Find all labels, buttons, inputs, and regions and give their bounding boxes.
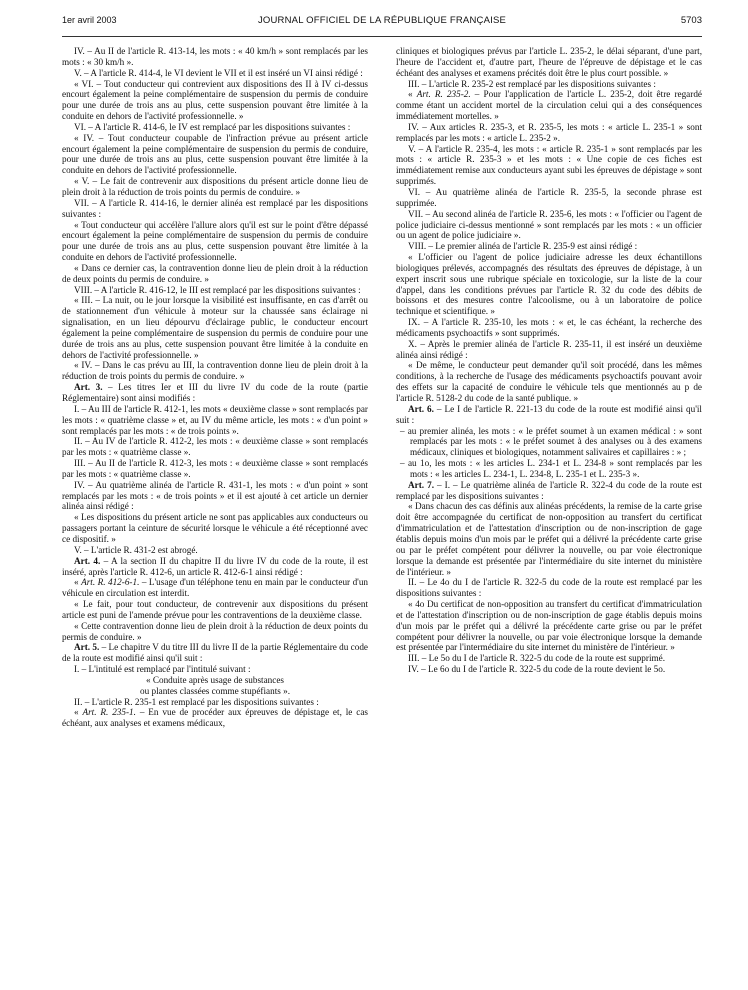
paragraph — [396, 241, 702, 252]
paragraph — [396, 501, 702, 577]
page-header — [62, 6, 702, 26]
paragraph-text: – A la section II du chapitre II du livre IV du code de la route, il est inséré, après l'article R. 412-6, un article R. 412-6-1 ainsi rédigé : — [62, 555, 368, 577]
paragraph — [62, 675, 368, 686]
header-rule — [62, 36, 702, 37]
paragraph-text: « L'officier ou l'agent de police judiciaire adresse les deux échantillons biologiques prélevés, accompagnés des résultats des épreuves de dépistage, à un expert inscrit sous une rubrique spéciale en toxicologie, sur la liste de la cour d'appel, dans les conditions prévues par l'article R. 32 du code des débits de boissons et des mesures contre l'alcoolisme, ou à un laboratoire de police technique et scientifique. » — [396, 252, 702, 317]
paragraph-text: VI. – Au quatrième alinéa de l'article R. 235-5, la seconde phrase est supprimée. — [396, 186, 702, 208]
paragraph-text: « Tout conducteur qui accélère l'allure alors qu'il est sur le point d'être dépassé encourt également la peine complémentaire de suspension du permis de conduire pour une durée de trois ans au plus, cette suspension pouvant être limitée à la conduite en dehors de l'activité professionnelle. — [62, 219, 368, 263]
paragraph — [396, 653, 702, 664]
paragraph-text: « Les dispositions du présent article ne sont pas applicables aux conducteurs ou passagers portant la ceinture de sécurité lorsque le véhicule a été réceptionné avec ce dispositif. » — [62, 512, 368, 544]
paragraph-text: « Dans ce dernier cas, la contravention donne lieu de plein droit à la réduction de deux points du permis de conduire. » — [62, 262, 368, 284]
paragraph — [62, 79, 368, 122]
paragraph-text: – En vue de procéder aux épreuves de dépistage et, le cas échéant, aux analyses et examens médicaux, — [62, 707, 368, 729]
article-number: Art. 5. — [74, 642, 100, 653]
paragraph — [62, 133, 368, 176]
paragraph — [62, 404, 368, 437]
paragraph-text: VII. – Au second alinéa de l'article R. 235-6, les mots : « l'officier ou l'agent de police judiciaire ci-dessus mentionné » sont remplacés par les mots : « un officier ou un agent de police judiciaire ». — [396, 208, 702, 241]
paragraph — [62, 122, 368, 133]
paragraph-text: III. – Au II de l'article R. 412-3, les mots : « deuxième classe » sont remplacés par les mots : « quatrième classe ». — [62, 458, 368, 479]
paragraph — [396, 122, 702, 144]
paragraph-text: « III. – La nuit, ou le jour lorsque la visibilité est insuffisante, en cas d'arrêt ou de stationnement d'un véhicule à moteur sur la chaussée sans éclairage ni signalisation, en un lieu dépourvu d'éclairage public, le conducteur encourt également la peine complémentaire de suspension du permis de conduire pour une durée de trois ans au plus, cette suspension pouvant être limitée à la conduite en dehors de l'activité professionnelle. » — [62, 295, 368, 360]
paragraph — [62, 621, 368, 643]
paragraph-text: – Pour l'application de l'article L. 235-2, doit être regardé comme étant un accident mortel de la circulation celui qui a des conséquences immédiatement mortelles. » — [396, 89, 702, 122]
paragraph — [396, 317, 702, 339]
paragraph — [62, 436, 368, 458]
paragraph — [62, 458, 368, 480]
paragraph — [62, 707, 368, 729]
paragraph-text: X. – Après le premier alinéa de l'article R. 235-11, il est inséré un deuxième alinéa ainsi rédigé : — [396, 338, 702, 360]
paragraph-text: V. – A l'article R. 235-4, les mots : « article R. 235-1 » sont remplacés par les mots : « article R. 235-3 » et les mots : « Une copie de ces fiches est immédiatement remise aux conducteurs ayant subi les épreuves de dépistage » sont supprimés. — [396, 143, 702, 187]
article-number: Art. 4. — [74, 555, 101, 566]
paragraph — [396, 599, 702, 653]
issue-date: 1er avril 2003 — [62, 15, 117, 25]
paragraph-text: – Le I de l'article R. 221-13 du code de la route est modifié ainsi qu'il suit : — [396, 403, 702, 425]
paragraph — [62, 220, 368, 263]
article-reference: Art. R. 412-6-1. — [81, 577, 140, 588]
paragraph-text: III. – L'article R. 235-2 est remplacé par les dispositions suivantes : — [408, 78, 656, 89]
paragraph — [62, 577, 368, 599]
paragraph — [396, 79, 702, 90]
right-column — [396, 46, 702, 675]
paragraph — [62, 198, 368, 220]
paragraph-text: VIII. – A l'article R. 416-12, le III est remplacé par les dispositions suivantes : — [74, 284, 361, 295]
paragraph-text: – L'usage d'un téléphone tenu en main par le conducteur d'un véhicule en circulation est interdit. — [62, 577, 369, 599]
paragraph — [396, 187, 702, 209]
left-column — [62, 46, 368, 729]
amendment-list — [396, 426, 702, 480]
paragraph — [396, 339, 702, 361]
paragraph-text: « VI. – Tout conducteur qui contrevient aux dispositions des II à IV ci-dessus encourt également la peine complémentaire de suspension du permis de conduire pour une durée de trois ans au plus, cette suspension pouvant être limitée à la conduite en dehors de l'activité professionnelle. » — [62, 78, 368, 122]
quote-mark: « — [74, 707, 83, 718]
list-item: – au 1o, les mots : « les articles L. 234-1 et L. 234-8 » sont remplacés par les mots : « les articles L. 234-1, L. 234-8, L. 235-1 et L. 235-3 ». — [400, 458, 702, 479]
paragraph — [62, 263, 368, 285]
paragraph — [396, 209, 702, 242]
quote-mark: « — [74, 577, 82, 588]
paragraph-text: II. – L'article R. 235-1 est remplacé par les dispositions suivantes : — [74, 696, 319, 707]
article-paragraph — [62, 556, 368, 578]
paragraph — [396, 577, 702, 599]
article-paragraph — [396, 480, 702, 502]
paragraph-text: – I. – Le quatrième alinéa de l'article R. 322-4 du code de la route est remplacé par les dispositions suivantes : — [396, 479, 702, 501]
paragraph-text: I. – Au III de l'article R. 412-1, les mots « deuxième classe » sont remplacés par les mots : « quatrième classe » et, au IV du même article, les mots : « d'un point » sont remplacés par les mots : « de trois points ». — [62, 403, 368, 436]
paragraph-text: cliniques et biologiques prévus par l'article L. 235-2, le délai séparant, d'une part, l'heure de l'accident et, d'autre part, l'heure de l'épreuve de dépistage et le cas échéant des analyses et examens précités doit être le plus court possible. » — [396, 46, 702, 78]
paragraph-text: « Cette contravention donne lieu de plein droit à la réduction de deux points du permis de conduire. » — [62, 620, 368, 642]
paragraph — [62, 480, 368, 513]
paragraph-text: V. – L'article R. 431-2 est abrogé. — [74, 544, 198, 555]
paragraph-text: – Les titres Ier et III du livre IV du code de la route (partie Réglementaire) sont ainsi modifiés : — [62, 382, 368, 403]
paragraph-text: « De même, le conducteur peut demander qu'il soit procédé, dans les mêmes conditions, à la recherche de l'usage des médicaments psychoactifs pouvant avoir des effets sur la capacité de conduire le véhicule tels que mentionnés au p de l'article R. 5128-2 du code de la santé publique. » — [396, 360, 702, 403]
paragraph — [396, 144, 702, 187]
paragraph-text: V. – A l'article R. 414-4, le VI devient le VII et il est inséré un VI ainsi rédigé : — [74, 67, 363, 78]
article-number: Art. 3. — [74, 382, 103, 393]
paragraph — [62, 545, 368, 556]
paragraph — [396, 46, 702, 79]
paragraph — [62, 68, 368, 79]
paragraph — [62, 599, 368, 621]
paragraph — [396, 360, 702, 403]
paragraph-text: VI. – A l'article R. 414-6, le IV est remplacé par les dispositions suivantes : — [74, 121, 351, 132]
article-number: Art. 7. — [408, 479, 434, 490]
article-reference: Art. R. 235-1. — [82, 707, 136, 718]
paragraph-text: II. – Le 4o du I de l'article R. 322-5 du code de la route est remplacé par les dispositions suivantes : — [396, 577, 702, 599]
journal-title: JOURNAL OFFICIEL DE LA RÉPUBLIQUE FRANÇAISE — [257, 15, 507, 26]
paragraph-text: « IV. – Tout conducteur coupable de l'infraction prévue au présent article encourt également la peine complémentaire de suspension du permis de conduire, pour une durée de trois ans au plus, cette suspension pouvant être limitée à la conduite en dehors de l'activité professionnelle. — [62, 132, 368, 176]
paragraph — [62, 285, 368, 296]
page-number: 5703 — [680, 15, 702, 26]
paragraph-text: « Dans chacun des cas définis aux alinéas précédents, la remise de la carte grise doit être accompagnée du certificat de non-opposition au transfert du certificat d'immatriculation et de l'attestation d'inscription ou de non-inscription de gage établis depuis moins d'un mois par le préfet qui a délivré la précédente carte grise ou par le préfet compétent pour délivrer la nouvelle, ou par voie électronique lorsque la demande est présentée par l'intermédiaire du site internet du ministère de l'intérieur. » — [396, 501, 702, 577]
paragraph — [396, 252, 702, 317]
article-paragraph — [396, 404, 702, 426]
paragraph — [396, 89, 702, 122]
paragraph — [396, 664, 702, 675]
list-item: – au premier alinéa, les mots : « le préfet soumet à un examen médical : » sont remplacés par les mots : « le préfet soumet à des analyses ou à des examens médicaux, cliniques et biologiques, notamment salivaires et capillaires : » ; — [400, 425, 702, 458]
paragraph-text: IV. – Au II de l'article R. 413-14, les mots : « 40 km/h » sont remplacés par les mots : « 30 km/h ». — [62, 46, 368, 67]
paragraph-text: VIII. – Le premier alinéa de l'article R. 235-9 est ainsi rédigé : — [408, 241, 638, 252]
quote-mark: « — [408, 89, 417, 100]
paragraph-text: ou plantes classées comme stupéfiants ». — [139, 685, 291, 696]
paragraph-text: « Conduite après usage de substances — [145, 674, 285, 685]
article-reference: Art. R. 235-2. — [416, 89, 471, 100]
paragraph-text: « Le fait, pour tout conducteur, de contrevenir aux dispositions du présent article est puni de l'amende prévue pour les contraventions de la deuxième classe. — [62, 599, 368, 620]
paragraph-text: « 4o Du certificat de non-opposition au transfert du certificat d'immatriculation et de l'attestation d'inscription ou de non-inscription de gage établis depuis moins d'un mois par le préfet qui a délivré la précédente carte grise ou par le préfet compétent pour délivrer la nouvelle, ou par voie électronique lorsque la demande est présentée par l'intermédiaire du site internet du ministère de l'intérieur. » — [396, 599, 702, 653]
paragraph-text: III. – Le 5o du I de l'article R. 322-5 du code de la route est supprimé. — [408, 653, 666, 664]
paragraph — [62, 176, 368, 198]
paragraph — [62, 295, 368, 360]
paragraph — [62, 686, 368, 697]
article-paragraph — [62, 642, 368, 664]
article-number: Art. 6. — [408, 403, 434, 414]
paragraph — [62, 697, 368, 708]
paragraph-text: « V. – Le fait de contrevenir aux dispositions du présent article donne lieu de plein droit à la réduction de trois points du permis de conduire. » — [62, 176, 368, 197]
paragraph-text: – Le chapitre V du titre III du livre II de la partie Réglementaire du code de la route est modifié ainsi qu'il suit : — [62, 642, 368, 664]
paragraph-text: I. – L'intitulé est remplacé par l'intitulé suivant : — [74, 664, 251, 675]
article-paragraph — [62, 382, 368, 404]
paragraph — [62, 664, 368, 675]
paragraph — [62, 46, 368, 68]
paragraph-text: IV. – Le 6o du I de l'article R. 322-5 du code de la route devient le 5o. — [408, 664, 666, 675]
paragraph-text: IV. – Aux articles R. 235-3, et R. 235-5, les mots : « article L. 235-1 » sont remplacés par les mots : « article L. 235-2 ». — [396, 121, 702, 143]
paragraph-text: II. – Au IV de l'article R. 412-2, les mots : « deuxième classe » sont remplacés par les mots : « quatrième classe ». — [62, 436, 368, 458]
paragraph-text: VII. – A l'article R. 414-16, le dernier alinéa est remplacé par les dispositions suivantes : — [62, 197, 368, 219]
paragraph-text: IV. – Au quatrième alinéa de l'article R. 431-1, les mots : « d'un point » sont remplacés par les mots : « de trois points » et il est ajouté à cet article un dernier alinéa ainsi rédigé : — [62, 479, 368, 512]
paragraph-text: « IV. – Dans le cas prévu au III, la contravention donne lieu de plein droit à la réduction de trois points du permis de conduire. » — [62, 360, 368, 382]
paragraph-text: IX. – A l'article R. 235-10, les mots : « et, le cas échéant, la recherche des médicaments psychoactifs » sont supprimés. — [396, 317, 702, 338]
paragraph — [62, 512, 368, 545]
paragraph — [62, 360, 368, 382]
